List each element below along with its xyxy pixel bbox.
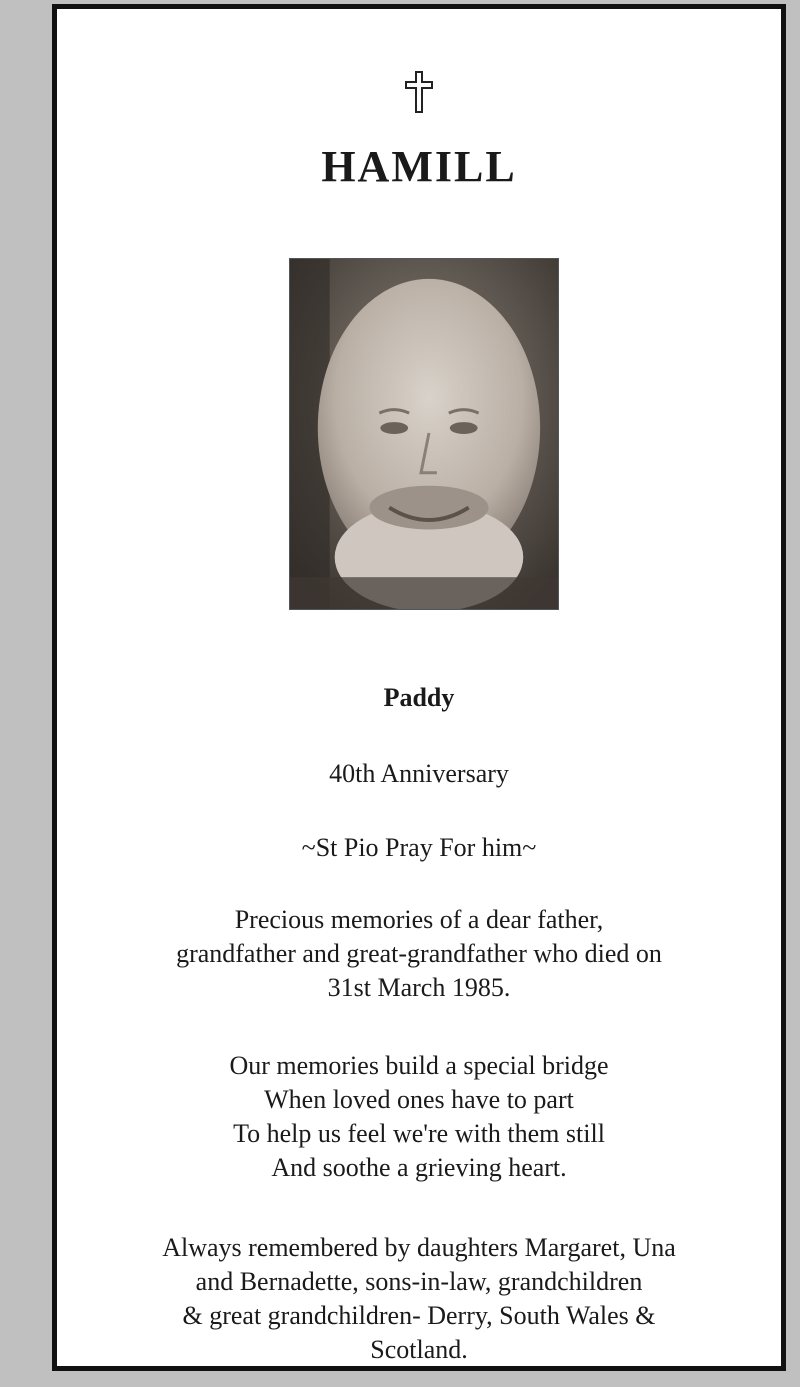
memories-line: grandfather and great-grandfather who died on [176, 939, 662, 968]
prayer-line: ~St Pio Pray For him~ [301, 833, 537, 862]
family-line: & great grandchildren- Derry, South Wales & [182, 1301, 656, 1330]
portrait-photo [289, 258, 559, 610]
first-name: Paddy [383, 683, 455, 712]
poem-line: To help us feel we're with them still [233, 1119, 605, 1148]
memorial-notice [52, 4, 786, 1371]
memories-line: 31st March 1985. [327, 973, 511, 1002]
family-line: and Bernadette, sons-in-law, grandchildren [195, 1267, 643, 1296]
poem-line: And soothe a grieving heart. [271, 1153, 567, 1182]
poem-verse [87, 1049, 751, 1185]
family-line: Always remembered by daughters Margaret, Una [162, 1233, 676, 1262]
memories-paragraph [87, 903, 751, 1005]
family-remembrance [87, 1231, 751, 1367]
family-line: Scotland. [370, 1335, 468, 1364]
surname-heading: HAMILL [321, 142, 517, 191]
poem-line: When loved ones have to part [264, 1085, 574, 1114]
anniversary-label: 40th Anniversary [329, 759, 509, 788]
memories-line: Precious memories of a dear father, [234, 905, 604, 934]
latin-cross-icon [57, 71, 781, 113]
poem-line: Our memories build a special bridge [229, 1051, 609, 1080]
